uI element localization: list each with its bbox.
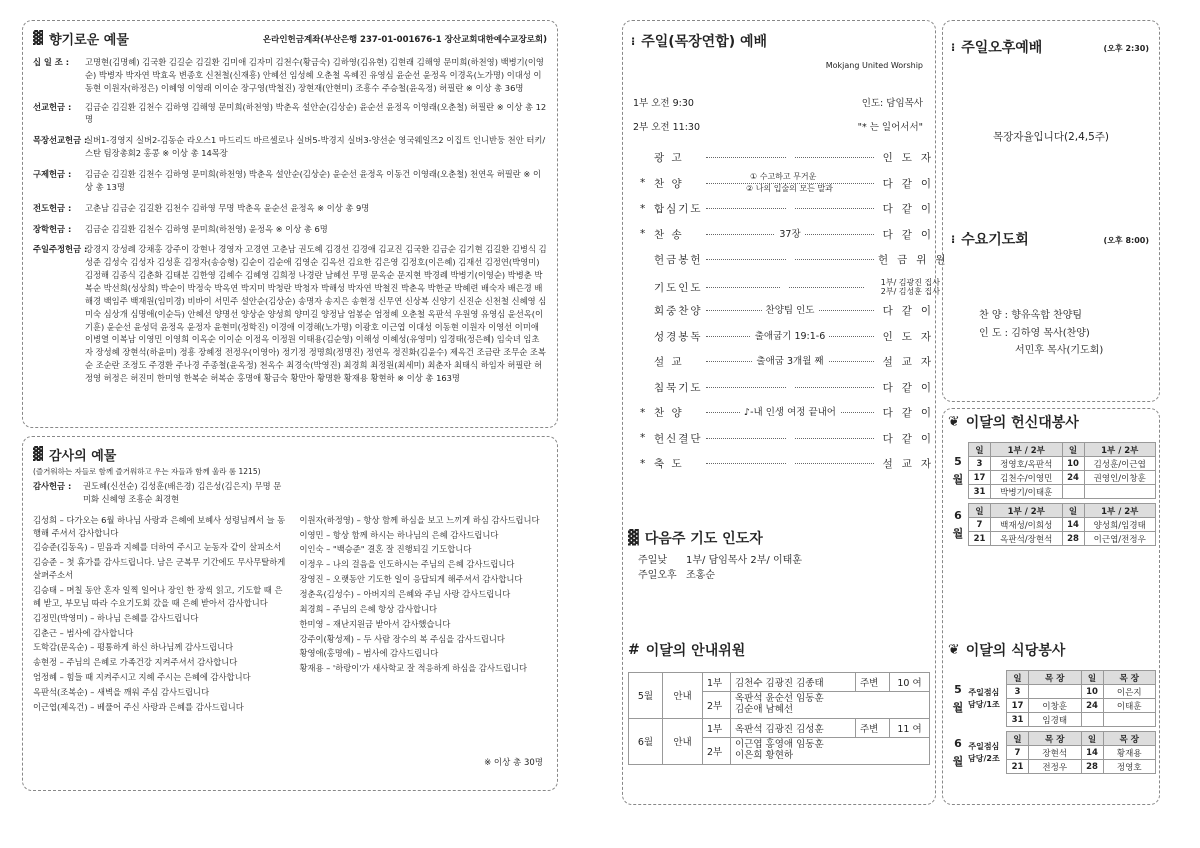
- schedule-table: [968, 503, 1156, 546]
- offering-row: [33, 168, 547, 194]
- thanks-entry: 황재용 – '하랑이'가 새사학교 잘 적응하게 하심을 감사드립니다: [299, 663, 528, 674]
- afternoon-time: (오후 2:30): [1103, 43, 1149, 53]
- order-who: 다같이: [882, 228, 940, 241]
- order-who: 다같이: [882, 407, 940, 419]
- order-who: 1부/ 김광진 집사 2부/ 김성훈 집사: [880, 277, 940, 297]
- next-sunday-label: 주일낮: [638, 555, 667, 566]
- schedule-cell: 10: [1062, 457, 1084, 471]
- usher-part2: 2부: [703, 692, 731, 719]
- afternoon-title: 주일오후예배: [961, 40, 1043, 56]
- schedule-cell: 10: [1081, 685, 1103, 699]
- schedule-cell: [1029, 685, 1082, 699]
- order-detail-text: ① 수고하고 무거운 ② 나의 입술의 모든 말과: [746, 172, 837, 193]
- order-leader-line: [706, 287, 864, 288]
- wed-title: 수요기도회: [961, 232, 1029, 248]
- stand-mark: *: [640, 432, 646, 444]
- schedule-cell: 3: [969, 457, 991, 471]
- offering-row: [33, 223, 547, 236]
- thanks-entry: 도학감(문옥순) – 평통하게 하신 하나님께 감사드립니다: [33, 642, 234, 653]
- order-item: [640, 278, 940, 297]
- order-detail-text: 37장: [775, 229, 804, 240]
- schedule-cell: 백재성/이희성: [991, 518, 1063, 532]
- usher-extra: 주변: [856, 718, 890, 737]
- dots-icon: ⁝: [631, 34, 636, 48]
- header-cell: 일: [1062, 504, 1084, 518]
- schedule-cell: 옥판석/장현석: [991, 532, 1063, 546]
- service-leader: 인도: 담임목사: [861, 98, 923, 109]
- hatch-icon: ▓: [628, 530, 639, 546]
- schedule-cell: 정영호: [1103, 760, 1156, 774]
- thanks-entry: 김성희 – 다가오는 6월 하나님 사랑과 은혜에 보혜사 성령님께서 늘 동행해 주셔서 감사합니다: [33, 514, 286, 538]
- usher-role: 안내: [663, 673, 703, 719]
- header-cell: 1부 / 2부: [991, 504, 1063, 518]
- order-detail: [706, 404, 874, 418]
- stand-mark: *: [640, 406, 646, 419]
- thanks-left-column: [33, 514, 285, 716]
- thanks-verse: (즐거워하는 자들로 함께 즐거워하고 우는 자들과 함께 울라 롬 1215): [33, 467, 261, 476]
- schedule-header: [1007, 732, 1156, 746]
- order-detail-text: [786, 150, 794, 161]
- thanks-entry: 이정우 – 나의 걸음을 인도하시는 주님의 은혜 감사드립니다: [299, 559, 515, 570]
- thanks-entry: 옥판석(조복순) – 새벽을 깨워 주심 감사드립니다: [33, 687, 210, 698]
- schedule-cell: 김천수/이영민: [991, 471, 1063, 485]
- usher-part2: 2부: [703, 737, 731, 764]
- order-item: [640, 171, 940, 193]
- order-name: 성경봉독: [654, 330, 703, 343]
- schedule-cell: 이창훈: [1029, 699, 1082, 713]
- next-afternoon-label: 주일오후: [638, 569, 677, 581]
- thanks-entry: 김정민(박영미) – 하나님 은혜를 감사드립니다: [33, 612, 199, 623]
- order-detail-text: [786, 456, 794, 467]
- schedule-cell: 21: [969, 532, 991, 546]
- thanks-entry: 장영진 – 오랫동안 기도한 일이 응답되게 해주셔서 감사합니다: [299, 574, 523, 585]
- thanks-entry: 이근엽(제옥건) – 베풀어 주신 사랑과 은혜를 감사드립니다: [33, 701, 244, 712]
- order-item: [640, 303, 940, 318]
- next-afternoon-value: 조홍순: [686, 569, 715, 581]
- offering-label: 십 일 조 :: [33, 57, 70, 67]
- schedule-cell: [1062, 485, 1084, 499]
- devotion-section: [948, 412, 1158, 550]
- order-leader-line: [706, 463, 874, 464]
- offering-label: 구제헌금 :: [33, 169, 72, 180]
- header-cell: 일: [1007, 732, 1029, 746]
- schedule-cell: 31: [969, 485, 991, 499]
- offering-row: [33, 101, 547, 127]
- next-sunday-value: 1부/ 담임목사 2부/ 이태훈: [686, 555, 802, 566]
- order-who: 인도자: [882, 330, 940, 343]
- offering-names: 김금순 김길환 김천수 김하영 문미희(하천영) 박춘옥 설안순(김상순) 윤순선 윤정옥 이동건 이영래(오춘철) 천연옥 허필란 ※ 이상 총 13명: [85, 169, 542, 192]
- wed-lead: 인 도 : 김하영 목사(찬양): [979, 327, 1090, 339]
- schedule-cell: 김성훈/이근엽: [1084, 457, 1156, 471]
- usher-part1: 1부: [703, 673, 731, 692]
- order-item: [640, 380, 940, 395]
- header-cell: 1부 / 2부: [1084, 504, 1156, 518]
- schedule-cell: 전정우: [1029, 760, 1082, 774]
- thanks-entry: 정춘옥(김성수) – 아버지의 은혜와 주님 사랑 감사드립니다: [299, 589, 511, 600]
- usher-month: 6월: [629, 718, 663, 764]
- bank-account: 온라인헌금계좌(부산은행 237-01-001676-1 장산교회대한예수교장로회): [262, 35, 547, 45]
- header-cell: 일: [969, 504, 991, 518]
- order-item: [640, 431, 940, 446]
- schedule-header: [969, 443, 1156, 457]
- order-leader-line: [706, 387, 874, 388]
- usher-extra: 주변: [856, 673, 890, 692]
- usher-names-2: 이근엽 홍영애 임동훈 이은희 황현하: [731, 737, 930, 764]
- offering-names: 실버1-경영지 실버2-김동순 라오스1 마드리드 바르셀로나 실버5-박경지 실버3-양선순 영국웨일즈2 이집트 인니반둥 천안 터키/스탄 팀장총회2 홍콩 ※ 이상 총 14목장: [85, 135, 546, 159]
- usher-names-2: 옥판석 윤순선 임동훈 김순애 남혜선: [731, 692, 930, 719]
- thanks-entry: 김승태 – 며칠 동안 혼자 일찍 일어나 장인 한 장씩 읽고, 기도할 때 은혜 받고, 부모님 따라 수요기도회 갔을 때 은혜 받아서 감사합니다: [33, 585, 283, 608]
- service-time-2: 2부 오전 11:30: [633, 122, 700, 133]
- thanks-entry: 송현정 – 주님의 은혜로 가족건강 지켜주셔서 감사합니다: [33, 657, 238, 668]
- usher-month: 5월: [629, 673, 663, 719]
- order-leader-line: [706, 171, 874, 193]
- order-name: 찬 양: [654, 407, 684, 419]
- thanks-entry: 강주이(황성제) – 두 사람 장수의 복 주심을 감사드립니다: [299, 633, 505, 644]
- header-cell: 목 장: [1103, 671, 1156, 685]
- order-who: 설교자: [882, 458, 940, 470]
- month-label: 6 월: [952, 736, 964, 768]
- order-who: 다같이: [882, 203, 940, 215]
- usher-names-1: 김천수 김광진 김종태: [731, 673, 856, 692]
- next-leaders: [628, 528, 928, 583]
- header-cell: 일: [1007, 671, 1029, 685]
- order-leader-line: [706, 305, 874, 316]
- ushers-title: 이달의 안내위원: [645, 643, 746, 659]
- month-table: [948, 503, 1158, 546]
- leaf-icon: ❦: [948, 642, 960, 658]
- order-item: [640, 150, 940, 165]
- schedule-cell: 이태훈: [1103, 699, 1156, 713]
- order-detail: [706, 455, 874, 467]
- offering-row: [33, 243, 547, 384]
- schedule-row: [969, 471, 1156, 485]
- schedule-table: [1006, 670, 1156, 727]
- offering-names: 고명현(김명혜) 김국환 김길순 김길환 김미애 김자미 김천수(황금숙) 김하영(김유현) 김현래 김해영 문미희(하천영) 백병기(이영순) 박병자 박자연 박효옥 변종호 신천철(신재흥) 안혜선 임성혜 오춘철 옥혜진 유영심 윤순선 윤정옥 이경옥(노가명) 이대성 이동현 이원자(하정은) 이혜영 이영래 이이순 장구영(박철진) 장현재(안현미) 조흥수 주승철(윤옥정) 허필란 ※ 이상 총 36명: [85, 57, 544, 93]
- offering-list: [33, 56, 547, 385]
- order-detail: [706, 279, 864, 291]
- stand-mark: *: [640, 202, 646, 215]
- header-cell: 일: [1081, 671, 1103, 685]
- month-table: [948, 731, 1158, 774]
- offering-title: 향기로운 예물: [49, 33, 129, 48]
- hatch-icon: ▓: [33, 447, 43, 462]
- schedule-cell: 31: [1007, 713, 1029, 727]
- schedule-cell: 이근엽/전정우: [1084, 532, 1156, 546]
- order-detail: [706, 149, 874, 161]
- thanks-names: 권도혜(신선순) 김성훈(배은경) 김은성(김은지) 무명 문미화 신혜영 조흥순 최경현: [83, 481, 282, 504]
- schedule-cell: 17: [969, 471, 991, 485]
- stand-mark: *: [640, 228, 646, 240]
- stand-mark: *: [640, 457, 646, 470]
- hash-icon: #: [628, 642, 640, 658]
- schedule-cell: 임경태: [1029, 713, 1082, 727]
- offering-names: 강경지 강성례 강채홍 강주이 강현나 경영자 고경연 고춘남 권도혜 김경선 김경애 김교진 김국환 김금순 김기현 김길환 김병식 김성준 김성숙 김성자 김성훈 김정자(송승형) 김순이 김순애 김영순 김옥선 김요한 김은영 김정호(이은혜) 김재선 김정연(박영미) 김정해 김종식 김춘화 김태분 김한영 김혜수 김혜영 김희정 나경란 남혜선 무명 문옥순 문지현 박경례 박병기(이영순) 박병춘 박복순 박선희(성상희) 박순이 박정숙 박옥연 박지미 박청란 박청자 박해성 박자연 박철진 박춘옥 박한균 박혜련 배숙자 배은경 배해경 백임주 백재원(임미경) 비바이 서민주 설안순(김상순) 송명자 송지은 송현정 신무연 신상복 신양기 신진순 신천철 신혜영 심미숙 심상개 심명애(이순득) 안혜선 양명선 양상순 양성희 양미길 양정남 엄봉순 엄정혜 오춘철 옥판석 우원영 유영심 윤선옥(이기훈) 윤순선 윤성덕 윤정옥 윤정자 윤현미(정학진) 이경애 이경해(노가명) 이광호 이근엽 이대성 이동현 이원자 이영선 이미애 이병열 이복남 이영민 이영희 이옥순 이이순 이정옥 이정원 이태용(김순영) 이해성 이혜성(유영미) 임경태(정은혜) 임숙녀 임초자 장성혜 장현석(하윤미) 정흥 장혜정 전정우(이영아) 정기정 정명희(정명진) 정연옥 정진화(김윤수) 제옥건 조금란 조무순 조복순 조순란 조정도 주경환 주나경 주종철(윤옥정) 천옥수 최경숙(박영진) 최경희 최정원(최세미) 최춘자 최태식 하임자 허필란 허정영 허정은 허진미 한미영 한복순 허복순 홍명애 황금숙 황만아 황명환 황재용 황현하 ※ 이상 총 163명: [85, 244, 547, 384]
- order-who: 헌금위원: [878, 254, 955, 266]
- order-detail-text: ♪-내 인생 여정 끝내어: [740, 407, 840, 418]
- header-cell: 일: [969, 443, 991, 457]
- schedule-cell: 황재용: [1103, 746, 1156, 760]
- order-name: 광 고: [654, 152, 684, 164]
- schedule-cell: 권영인/이창훈: [1084, 471, 1156, 485]
- thanks-title: 감사의 예물: [49, 449, 117, 464]
- order-name: 설 교: [654, 356, 684, 368]
- header-cell: 일: [1081, 732, 1103, 746]
- schedule-row: [969, 457, 1156, 471]
- stand-note: "* 는 일어서서": [857, 122, 923, 133]
- offering-names: 김금순 김길환 김천수 김하영 문미희(하천영) 윤정옥 ※ 이상 총 6명: [85, 223, 328, 234]
- thanks-entry: 김춘근 – 범사에 감사합니다: [33, 627, 134, 638]
- schedule-table: [968, 442, 1156, 499]
- schedule-cell: 7: [1007, 746, 1029, 760]
- afternoon-text: 목장자율입니다(2,4,5주): [992, 131, 1110, 143]
- thanks-entry: 이원자(하정영) – 항상 함께 하심을 보고 느끼게 하심 감사드립니다: [299, 514, 540, 525]
- schedule-cell: 3: [1007, 685, 1029, 699]
- header-cell: 목 장: [1029, 671, 1082, 685]
- order-leader-line: [706, 259, 874, 260]
- leaf-icon: ❦: [948, 414, 960, 430]
- offering-label: 주일주정헌금 :: [33, 244, 88, 255]
- schedule-cell: 28: [1062, 532, 1084, 546]
- usher-row: [629, 673, 930, 692]
- schedule-row: [969, 485, 1156, 499]
- order-leader-line: [706, 330, 874, 342]
- schedule-header: [1007, 671, 1156, 685]
- order-name: 기도인도: [654, 281, 703, 294]
- usher-role: 안내: [663, 718, 703, 764]
- worship-title: 주일(목장연합) 예배: [641, 34, 768, 50]
- order-detail-text: [786, 380, 794, 391]
- order-leader-line: [706, 208, 874, 209]
- order-name: 찬 양: [654, 177, 684, 190]
- order-who: 설교자: [882, 356, 940, 368]
- schedule-cell: 28: [1081, 760, 1103, 774]
- order-name: 회중찬양: [654, 305, 703, 317]
- schedule-cell: [1081, 713, 1103, 727]
- header-cell: 목 장: [1103, 732, 1156, 746]
- order-name: 찬 송: [654, 228, 684, 241]
- order-leader-line: [706, 438, 874, 439]
- schedule-cell: 7: [969, 518, 991, 532]
- order-detail: [706, 430, 874, 442]
- dots-icon: ⁝: [951, 40, 956, 54]
- order-detail: [706, 200, 874, 212]
- wed-praise: 찬 양 : 향유옥합 찬양팀: [979, 310, 1083, 321]
- month-label: 6 월: [952, 508, 964, 540]
- order-detail-text: 출애굽기 19:1-6: [751, 331, 830, 342]
- schedule-row: [969, 532, 1156, 546]
- order-detail: [746, 170, 874, 194]
- schedule-row: [1007, 699, 1156, 713]
- order-detail-text: [786, 431, 794, 442]
- usher-row: [629, 718, 930, 737]
- dots-icon: ⁝: [951, 232, 956, 246]
- order-detail-text: 찬양팀 인도: [762, 305, 819, 316]
- order-detail: [706, 328, 874, 342]
- header-cell: 1부 / 2부: [991, 443, 1063, 457]
- month-label: 5 월: [952, 454, 964, 486]
- order-name: 헌금봉헌: [654, 254, 703, 266]
- thanks-entry: 엄정혜 – 힘들 때 지켜주시고 지혜 주시는 은혜에 감사합니다: [33, 672, 251, 683]
- hatch-icon: ▓: [33, 31, 43, 46]
- order-item: [640, 354, 940, 369]
- order-detail: [706, 226, 874, 240]
- offering-row: [33, 202, 547, 215]
- usher-names-1: 옥판석 김광진 김성훈: [731, 718, 856, 737]
- order-detail-text: 출애굽 3개월 째: [752, 356, 827, 367]
- schedule-cell: [1103, 713, 1156, 727]
- order-leader-line: [706, 228, 874, 240]
- schedule-cell: 박병기/이태훈: [991, 485, 1063, 499]
- offering-label: 선교헌금 :: [33, 101, 72, 112]
- offering-names: 고춘남 김금순 김길환 김천수 김하영 무명 박춘옥 윤순선 윤정옥 ※ 이상 총 9명: [85, 202, 370, 213]
- wed-time: (오후 8:00): [1103, 235, 1149, 245]
- schedule-cell: 24: [1062, 471, 1084, 485]
- schedule-header: [969, 504, 1156, 518]
- schedule-cell: 14: [1081, 746, 1103, 760]
- schedule-row: [969, 518, 1156, 532]
- order-detail: [706, 302, 874, 316]
- schedule-row: [1007, 685, 1156, 699]
- month-table: [948, 670, 1158, 727]
- order-item: [640, 227, 940, 242]
- thanks-entry: 한미영 – 재난지원금 받아서 감사했습니다: [299, 618, 451, 629]
- order-name: 축 도: [654, 458, 684, 470]
- ushers-table: [628, 672, 930, 765]
- order-detail-text: [781, 280, 789, 291]
- thanks-entry: 김승준 – 첫 휴가를 감사드립니다. 남은 군복무 기간에도 무사무탈하게 살펴주소서: [33, 557, 286, 581]
- thanks-right-column: [299, 514, 547, 716]
- order-item: [640, 201, 940, 216]
- order-detail-text: [786, 252, 794, 263]
- ushers-section: [628, 640, 930, 765]
- schedule-cell: 24: [1081, 699, 1103, 713]
- month-label: 5 월: [952, 682, 964, 714]
- order-item: [640, 405, 940, 420]
- order-who: 인도자: [882, 152, 940, 164]
- schedule-row: [1007, 746, 1156, 760]
- offering-label: 장학헌금 :: [33, 223, 72, 234]
- order-detail: [706, 379, 874, 391]
- thanks-entry: 이영민 – 항상 함께 하시는 하나님의 은혜 감사드립니다: [299, 529, 499, 540]
- order-who: 다같이: [882, 177, 940, 190]
- order-detail: [706, 353, 874, 367]
- usher-extra-value: 11 여: [890, 718, 930, 737]
- offering-row: [33, 134, 547, 160]
- order-name: 합심기도: [654, 203, 703, 215]
- order-who: 다같이: [882, 381, 940, 394]
- order-detail: [706, 251, 874, 263]
- group-label: 주일점심 담당/2조: [968, 742, 1000, 763]
- header-cell: 1부 / 2부: [1084, 443, 1156, 457]
- stand-mark: *: [640, 177, 646, 189]
- header-cell: 목 장: [1029, 732, 1082, 746]
- order-leader-line: [706, 407, 874, 418]
- thanks-entry: 황영애(홍명애) – 범사에 감사드립니다: [299, 648, 439, 659]
- header-cell: 일: [1062, 443, 1084, 457]
- group-label: 주일점심 담당/1조: [968, 688, 1000, 709]
- thanks-section: [22, 436, 558, 791]
- order-who: 다같이: [882, 432, 940, 445]
- usher-extra-value: 10 여: [890, 673, 930, 692]
- order-item: [640, 456, 940, 471]
- month-table: [948, 442, 1158, 499]
- thanks-entry: 이인숙 – "백승준" 결혼 잘 진행되길 기도합니다: [299, 544, 472, 555]
- schedule-cell: [1084, 485, 1156, 499]
- offering-row: [33, 56, 547, 95]
- devotion-title: 이달의 헌신대봉사: [965, 415, 1079, 431]
- schedule-row: [1007, 713, 1156, 727]
- thanks-total: ※ 이상 총 30명: [484, 758, 543, 768]
- order-item: [640, 329, 940, 344]
- thanks-label: 감사헌금 :: [33, 481, 72, 491]
- worship-english: Mokjang United Worship: [825, 61, 923, 70]
- schedule-cell: 17: [1007, 699, 1029, 713]
- next-title: 다음주 기도 인도자: [644, 531, 763, 547]
- schedule-cell: 21: [1007, 760, 1029, 774]
- order-item: [640, 252, 955, 267]
- service-time-1: 1부 오전 9:30: [633, 98, 694, 109]
- afternoon-section: [942, 20, 1160, 402]
- thanks-entry: 김승준(김동옥) – 믿음과 지혜를 더하여 주시고 눈동자 같이 살피소서: [33, 542, 282, 553]
- schedule-cell: 14: [1062, 518, 1084, 532]
- order-name: 침묵기도: [654, 381, 703, 394]
- schedule-row: [1007, 760, 1156, 774]
- schedule-cell: 장현석: [1029, 746, 1082, 760]
- dining-section: [948, 640, 1158, 778]
- dining-title: 이달의 식당봉사: [965, 643, 1066, 659]
- schedule-cell: 정영호/옥판석: [991, 457, 1063, 471]
- schedule-cell: 양성희/임경태: [1084, 518, 1156, 532]
- order-leader-line: [706, 356, 874, 367]
- schedule-cell: 이은지: [1103, 685, 1156, 699]
- order-detail-text: [786, 201, 794, 212]
- thanks-entry: 최경희 – 주님의 은혜 항상 감사합니다: [299, 603, 438, 614]
- offering-section: [22, 20, 558, 428]
- order-name: 헌신결단: [654, 432, 703, 445]
- usher-part1: 1부: [703, 718, 731, 737]
- order-who: 다같이: [882, 305, 940, 317]
- offering-label: 전도헌금 :: [33, 202, 72, 213]
- offering-names: 김금순 김길환 김천수 김하영 김해영 문미희(하천영) 박춘옥 설안순(김상순) 윤순선 윤정옥 이영래(오춘철) 허필란 ※ 이상 총 12명: [85, 101, 547, 125]
- wed-lead-2: 서민후 목사(기도회): [1015, 345, 1104, 356]
- offering-label: 목장선교헌금 :: [33, 135, 88, 146]
- order-leader-line: [706, 157, 874, 158]
- schedule-table: [1006, 731, 1156, 774]
